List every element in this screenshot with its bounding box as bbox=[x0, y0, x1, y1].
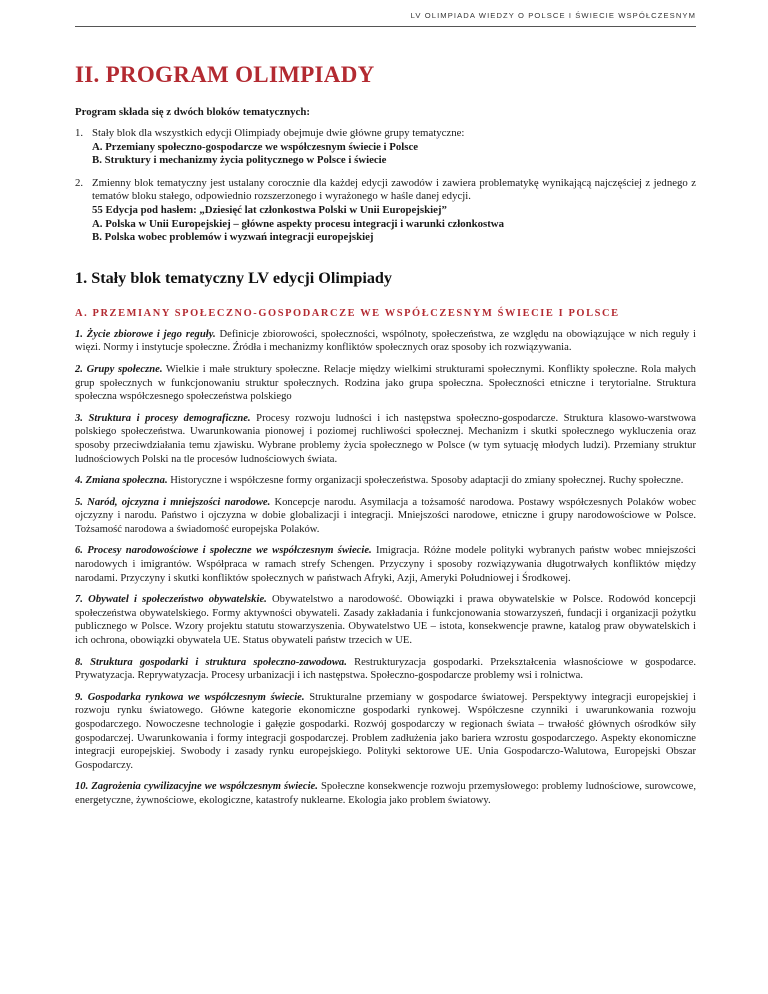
topic-title: 4. Zmiana społeczna. bbox=[75, 475, 168, 487]
intro-text: Program składa się z dwóch bloków tematycznych: bbox=[75, 106, 310, 118]
topic-title: 5. Naród, ojczyzna i mniejszości narodowe. bbox=[75, 496, 271, 508]
program-subitem: B. Struktury i mechanizmy życia politycznego w Polsce i świecie bbox=[92, 154, 387, 167]
topic-paragraph bbox=[75, 363, 696, 404]
topic-paragraph bbox=[75, 780, 696, 807]
topic-paragraph bbox=[75, 544, 696, 585]
topic-title: 2. Grupy społeczne. bbox=[75, 363, 163, 375]
topic-paragraph bbox=[75, 474, 696, 488]
topic-body: Historyczne i współczesne formy organizacji społeczeństwa. Sposoby adaptacji do zmiany społecznej. Ruchy społeczne. bbox=[167, 475, 684, 487]
topic-title: 8. Struktura gospodarki i struktura społeczno-zawodowa. bbox=[75, 656, 347, 668]
running-header: LV OLIMPIADA WIEDZY O POLSCE I ŚWIECIE WSPÓŁCZESNYM bbox=[410, 11, 696, 20]
topic-body: Imigracja. Różne modele polityki wybranych państw wobec mniejszości narodowych i imigrantów. Współpraca w ramach strefy Schengen. Przyczyny i sposoby rozwiązywania długotrwałych konfliktów między narodami. Przyczyny i skutki konfliktów społecznych w państwach Afryki, Azji, Ameryki Południowej i Środkowej. bbox=[75, 545, 696, 584]
topic-body: Obywatelstwo a narodowość. Obowiązki i prawa obywatelskie w Polsce. Rodowód koncepcji społeczeństwa obywatelskiego. Formy aktywności obywateli. Zasady zakładania i funkcjonowania stowarzyszeń, fundacji i organizacji pożytku publicznego w Polsce. Wzory projektu statutu stowarzyszenia. Obywatelstwo UE – istota, konsekwencje prawne, katalog praw obywatelskich i ich ochrona, obowiązki obywatela UE. Status obywateli państw trzecich w UE. bbox=[75, 594, 696, 647]
subsection-title: A. PRZEMIANY SPOŁECZNO-GOSPODARCZE WE WSPÓŁCZESNYM ŚWIECIE I POLSCE bbox=[75, 307, 620, 319]
topic-title: 9. Gospodarka rynkowa we współczesnym świecie. bbox=[75, 691, 305, 703]
program-item bbox=[75, 127, 696, 168]
topic-paragraph bbox=[75, 593, 696, 647]
topic-body: Restrukturyzacja gospodarki. Przekształcenia własnościowe w gospodarce. Prywatyzacja. Reprywatyzacja. Procesy urbanizacji i ich następstwa. Społeczno-gospodarcze problemy wsi i rolnictwa. bbox=[75, 656, 696, 682]
topic-paragraph bbox=[75, 412, 696, 466]
topic-paragraph bbox=[75, 496, 696, 537]
block-title: 1. Stały blok tematyczny LV edycji Olimpiady bbox=[75, 268, 393, 287]
topic-title: 3. Struktura i procesy demograficzne. bbox=[75, 412, 251, 424]
program-item-text: Stały blok dla wszystkich edycji Olimpiady obejmuje dwie główne grupy tematyczne: bbox=[92, 127, 465, 139]
program-subitem: A. Polska w Unii Europejskiej – główne aspekty procesu integracji i warunki członkostwa bbox=[92, 217, 505, 230]
topic-body: Definicje zbiorowości, społeczności, wspólnoty, społeczeństwa, ze względu na obowiązujące w nich reguły i więzi. Normy i instytucje społeczne. Źródła i mechanizmy konfliktów społecznych oraz sposoby ich rozwiązywania. bbox=[75, 328, 696, 354]
topic-title: 10. Zagrożenia cywilizacyjne we współczesnym świecie. bbox=[75, 781, 318, 793]
section-title: II. PROGRAM OLIMPIADY bbox=[75, 62, 375, 87]
topic-body: Społeczne konsekwencje rozwoju przemysłowego: problemy ludnościowe, surowcowe, energetyczne, żywnościowe, ekologiczne, katastrofy nuklearne. Ekologia jako problem światowy. bbox=[75, 781, 696, 806]
topic-body: Procesy rozwoju ludności i ich następstwa społeczno-gospodarcze. Struktura klasowo-warstwowa polskiego społeczeństwa. Uwarunkowania pionowej i poziomej ruchliwości społecznej. Mechanizm i skutki społecznego wykluczenia oraz sposoby przeciwdziałania temu zjawisku. Wybrane problemy życia społecznego w Polsce (w tym sytuację młodych ludzi). Przemiany struktur ludnościowych Polski na tle procesów ludnościowych świata. bbox=[75, 412, 696, 465]
program-item-number: 2. bbox=[75, 176, 84, 189]
topic-title: 6. Procesy narodowościowe i społeczne we współczesnym świecie. bbox=[75, 545, 372, 557]
program-item bbox=[75, 177, 696, 245]
topic-body: Wielkie i małe struktury społeczne. Relacje między wielkimi strukturami społecznymi. Konflikty społeczne. Rola małych grup społecznych w funkcjonowaniu struktur społecznych. Rodzina jako grupa społeczna. Społeczności etniczne i terytorialne. Struktura społeczna współczesnego społeczeństwa polskiego bbox=[75, 363, 696, 403]
topic-paragraph bbox=[75, 656, 696, 683]
program-item-text: Zmienny blok tematyczny jest ustalany corocznie dla każdej edycji zawodów i zawiera problematykę wynikającą najczęściej z jednego z tematów bloku stałego, odpowiednio rozszerzonego i wyrażonego w haśle danej edycji. bbox=[92, 176, 696, 203]
program-list bbox=[75, 127, 696, 245]
program-item-number: 1. bbox=[75, 127, 84, 139]
topic-paragraph bbox=[75, 328, 696, 355]
program-subitem: A. Przemiany społeczno-gospodarcze we współczesnym świecie i Polsce bbox=[92, 140, 419, 153]
topic-title: 1. Życie zbiorowe i jego reguły. bbox=[75, 328, 216, 340]
topic-paragraph bbox=[75, 691, 696, 773]
header-rule bbox=[75, 26, 696, 27]
page-content bbox=[75, 62, 696, 816]
program-subitem: 55 Edycja pod hasłem: „Dziesięć lat członkostwa Polski w Unii Europejskiej” bbox=[92, 203, 447, 216]
topic-body: Strukturalne przemiany w gospodarce światowej. Perspektywy integracji europejskiej i rozwoju rynku światowego. Główne kategorie ekonomiczne gospodarki rynkowej. Współczesne czynniki i uwarunkowania rozwoju gospodarczego. Nowoczesne technologie i gałęzie gospodarki. Rozwój gospodarczy w regionach świata – trwałość głównych ośrodków siły gospodarczej. Uwarunkowania i formy integracji gospodarczej. Problem zadłużenia jako bariera wzrostu gospodarczego. Aspekty ekonomiczne integracji europejskiej. Swobody i zasady rynku europejskiego. Polityki sektorowe UE. Unia Gospodarczo-Walutowa, Europejski Obszar Gospodarczy. bbox=[75, 691, 696, 771]
topic-body: Koncepcje narodu. Asymilacja a tożsamość narodowa. Postawy współczesnych Polaków wobec ojczyzny i narodu. Państwo i ojczyzna w dobie globalizacji i integracji. Mniejszości narodowe, etniczne i grupy narodowościowe w Polsce. Tożsamość narodowa a świadomość europejska Polaków. bbox=[75, 496, 696, 535]
topic-title: 7. Obywatel i społeczeństwo obywatelskie. bbox=[75, 594, 267, 606]
program-subitem: B. Polska wobec problemów i wyzwań integracji europejskiej bbox=[92, 231, 374, 244]
